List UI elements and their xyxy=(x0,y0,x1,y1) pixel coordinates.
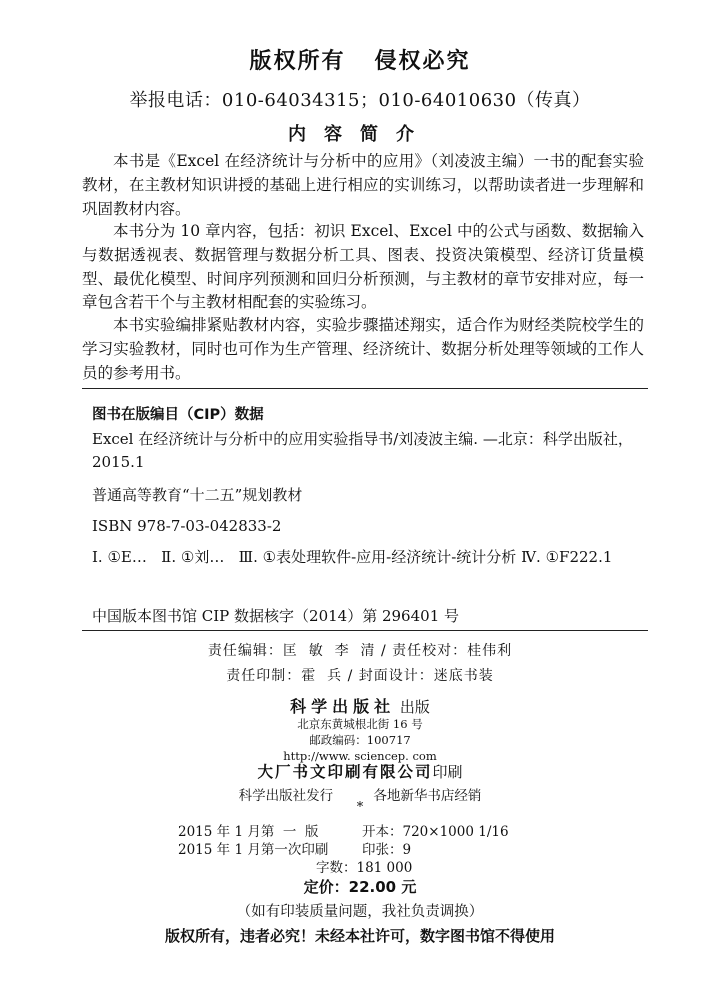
staff-editors: 责任编辑：匡 敏 李 清 / 责任校对：桂伟利 xyxy=(207,643,513,659)
intro-paragraph-1: 本书是《Excel 在经济统计与分析中的应用》（刘凌波主编）一书的配套实验教材，在主教材知识讲授的基础上进行相应的实训练习，以帮助读者进一步理解和巩固教材内容。 xyxy=(82,152,644,218)
staff-production: 责任印制：霍 兵 / 封面设计：迷底书装 xyxy=(226,668,494,684)
printer-name: 大厂书文印刷有限公司 xyxy=(257,763,433,781)
copyright-title: 版权所有 侵权必究 xyxy=(249,48,471,74)
publisher-contact xyxy=(0,716,720,764)
report-phone: 举报电话：010-64034315；010-64010630（传真） xyxy=(129,90,591,111)
format-info: 开本：720×1000 1/16 xyxy=(362,824,509,840)
cip-bottom-divider xyxy=(82,630,648,631)
printing-info: 2015 年 1 月第一次印刷 xyxy=(178,842,329,858)
publisher-url: http://www. sciencep. com xyxy=(283,749,437,763)
intro-heading: 内容简介 xyxy=(288,124,432,145)
intro-paragraph-2: 本书分为 10 章内容，包括：初识 Excel、Excel 中的公式与函数、数据输入与数据透视表、数据管理与数据分析工具、图表、投资决策模型、经济订货量模型、最优化模型、时间序列预测和回归分析预测，与主教材的章节安排对应，每一章包含若干个与主教材相配套的实验练习。 xyxy=(82,222,644,312)
cip-bibliographic-line: Excel 在经济统计与分析中的应用实验指导书/刘凌波主编. —北京：科学出版社，2015.1 xyxy=(92,430,633,471)
cip-top-divider xyxy=(82,388,648,389)
intro-paragraph-3: 本书实验编排紧贴教材内容，实验步骤描述翔实，适合作为财经类院校学生的学习实验教材，同时也可作为生产管理、经济统计、数据分析处理等领域的工作人员的参考用书。 xyxy=(82,316,644,382)
printer-line xyxy=(0,760,720,782)
cip-series: 普通高等教育“十二五”规划教材 xyxy=(92,486,303,504)
cip-record-number: 中国版本图书馆 CIP 数据核字（2014）第 296401 号 xyxy=(92,607,460,625)
quality-note: （如有印装质量问题，我社负责调换） xyxy=(236,904,484,920)
publisher-line xyxy=(0,694,720,717)
separator-star: * xyxy=(356,800,364,815)
publisher-name: 科学出版社 xyxy=(290,697,396,716)
word-count: 字数：181 000 xyxy=(316,860,413,876)
cip-isbn: ISBN 978-7-03-042833-2 xyxy=(92,517,282,535)
cip-classification: Ⅰ. ①E… Ⅱ. ①刘… Ⅲ. ①表处理软件-应用-经济统计-统计分析 Ⅳ. ①F222.1 xyxy=(92,548,613,566)
copyright-footer: 版权所有，违者必究！未经本社许可，数字图书馆不得使用 xyxy=(164,927,555,945)
printer-suffix: 印刷 xyxy=(432,763,463,781)
price: 定价：22.00 元 xyxy=(303,878,417,896)
publisher-postcode: 邮政编码：100717 xyxy=(309,733,411,747)
sheets-info: 印张：9 xyxy=(362,842,412,858)
edition-info: 2015 年 1 月第 一 版 xyxy=(178,824,319,840)
publisher-suffix: 出版 xyxy=(399,698,430,716)
publisher-address: 北京东黄城根北街 16 号 xyxy=(297,717,423,731)
seller: 各地新华书店经销 xyxy=(373,788,482,804)
cip-title: 图书在版编目（CIP）数据 xyxy=(92,407,264,423)
issuer: 科学出版社发行 xyxy=(238,788,334,804)
